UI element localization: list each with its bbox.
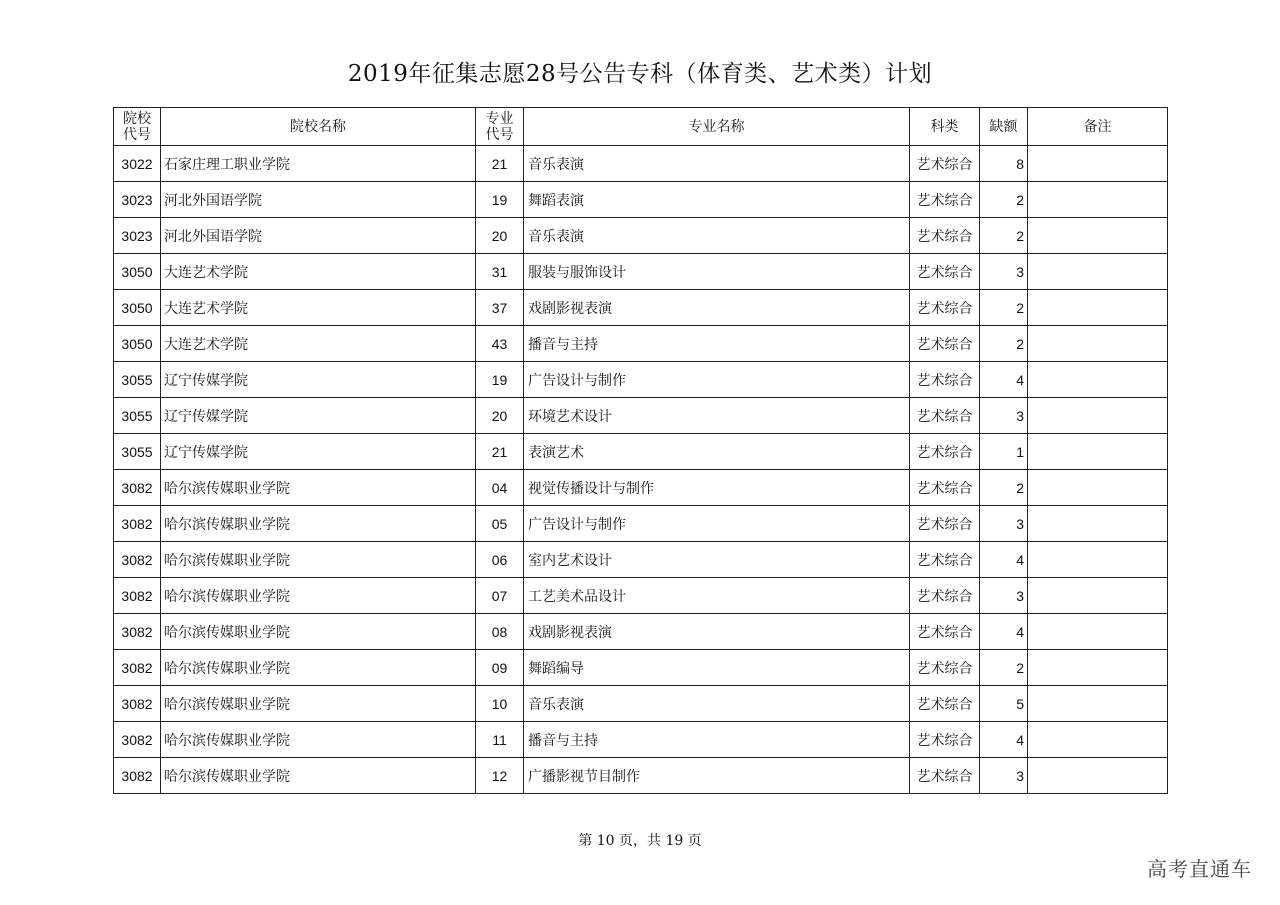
table-row <box>114 506 1168 542</box>
cell-quota: 3 <box>980 254 1028 290</box>
header-school-code <box>114 108 161 146</box>
cell-school-code: 3082 <box>114 470 161 506</box>
cell-quota: 2 <box>980 650 1028 686</box>
cell-school-name: 辽宁传媒学院 <box>161 398 476 434</box>
header-school-code-label: 院校 代号 <box>123 110 151 143</box>
cell-major-name: 视觉传播设计与制作 <box>524 470 910 506</box>
cell-school-code: 3082 <box>114 578 161 614</box>
cell-remark <box>1028 218 1168 254</box>
cell-category: 艺术综合 <box>910 398 980 434</box>
header-major-name: 专业名称 <box>524 108 910 146</box>
table-header-row <box>114 108 1168 146</box>
header-category: 科类 <box>910 108 980 146</box>
cell-major-name: 舞蹈表演 <box>524 182 910 218</box>
table-row <box>114 758 1168 794</box>
cell-major-code: 19 <box>476 362 524 398</box>
cell-major-code: 07 <box>476 578 524 614</box>
cell-school-name: 哈尔滨传媒职业学院 <box>161 722 476 758</box>
cell-remark <box>1028 686 1168 722</box>
cell-school-code: 3050 <box>114 254 161 290</box>
cell-school-name: 哈尔滨传媒职业学院 <box>161 686 476 722</box>
cell-major-name: 工艺美术品设计 <box>524 578 910 614</box>
cell-major-name: 戏剧影视表演 <box>524 614 910 650</box>
cell-remark <box>1028 650 1168 686</box>
table-row <box>114 542 1168 578</box>
table-row <box>114 254 1168 290</box>
cell-category: 艺术综合 <box>910 650 980 686</box>
cell-major-code: 21 <box>476 434 524 470</box>
cell-major-code: 12 <box>476 758 524 794</box>
cell-school-name: 哈尔滨传媒职业学院 <box>161 506 476 542</box>
cell-quota: 2 <box>980 326 1028 362</box>
cell-school-name: 大连艺术学院 <box>161 326 476 362</box>
cell-school-code: 3082 <box>114 506 161 542</box>
cell-school-code: 3023 <box>114 182 161 218</box>
cell-major-code: 08 <box>476 614 524 650</box>
cell-remark <box>1028 434 1168 470</box>
cell-major-code: 09 <box>476 650 524 686</box>
cell-school-code: 3022 <box>114 146 161 182</box>
cell-quota: 3 <box>980 578 1028 614</box>
cell-major-code: 21 <box>476 146 524 182</box>
table-row <box>114 614 1168 650</box>
cell-major-name: 环境艺术设计 <box>524 398 910 434</box>
cell-remark <box>1028 542 1168 578</box>
cell-major-code: 20 <box>476 398 524 434</box>
table-row <box>114 146 1168 182</box>
cell-category: 艺术综合 <box>910 326 980 362</box>
cell-major-code: 11 <box>476 722 524 758</box>
cell-major-name: 舞蹈编导 <box>524 650 910 686</box>
cell-major-name: 播音与主持 <box>524 326 910 362</box>
cell-category: 艺术综合 <box>910 506 980 542</box>
cell-school-name: 哈尔滨传媒职业学院 <box>161 650 476 686</box>
cell-category: 艺术综合 <box>910 218 980 254</box>
cell-school-code: 3082 <box>114 542 161 578</box>
plan-table <box>113 107 1168 794</box>
header-major-code-label: 专业 代号 <box>485 110 514 143</box>
cell-category: 艺术综合 <box>910 254 980 290</box>
table-row <box>114 398 1168 434</box>
cell-category: 艺术综合 <box>910 758 980 794</box>
cell-category: 艺术综合 <box>910 434 980 470</box>
cell-category: 艺术综合 <box>910 614 980 650</box>
cell-quota: 4 <box>980 542 1028 578</box>
cell-remark <box>1028 506 1168 542</box>
cell-quota: 5 <box>980 686 1028 722</box>
cell-school-name: 石家庄理工职业学院 <box>161 146 476 182</box>
cell-quota: 2 <box>980 470 1028 506</box>
cell-major-name: 音乐表演 <box>524 218 910 254</box>
cell-remark <box>1028 362 1168 398</box>
cell-remark <box>1028 146 1168 182</box>
table-row <box>114 434 1168 470</box>
cell-quota: 4 <box>980 614 1028 650</box>
cell-major-name: 服装与服饰设计 <box>524 254 910 290</box>
cell-quota: 3 <box>980 398 1028 434</box>
cell-school-code: 3050 <box>114 326 161 362</box>
cell-major-name: 音乐表演 <box>524 686 910 722</box>
cell-remark <box>1028 254 1168 290</box>
cell-major-code: 31 <box>476 254 524 290</box>
table-body <box>114 146 1168 794</box>
cell-category: 艺术综合 <box>910 686 980 722</box>
cell-school-name: 辽宁传媒学院 <box>161 434 476 470</box>
cell-quota: 2 <box>980 218 1028 254</box>
table-row <box>114 218 1168 254</box>
table-row <box>114 650 1168 686</box>
cell-school-name: 哈尔滨传媒职业学院 <box>161 614 476 650</box>
cell-category: 艺术综合 <box>910 182 980 218</box>
cell-school-name: 哈尔滨传媒职业学院 <box>161 758 476 794</box>
cell-remark <box>1028 722 1168 758</box>
cell-major-code: 10 <box>476 686 524 722</box>
cell-remark <box>1028 182 1168 218</box>
cell-major-code: 37 <box>476 290 524 326</box>
cell-major-name: 表演艺术 <box>524 434 910 470</box>
cell-major-code: 04 <box>476 470 524 506</box>
cell-category: 艺术综合 <box>910 578 980 614</box>
cell-school-code: 3055 <box>114 398 161 434</box>
header-school-name: 院校名称 <box>161 108 476 146</box>
cell-quota: 2 <box>980 290 1028 326</box>
cell-school-name: 河北外国语学院 <box>161 218 476 254</box>
cell-school-name: 辽宁传媒学院 <box>161 362 476 398</box>
cell-major-name: 播音与主持 <box>524 722 910 758</box>
cell-remark <box>1028 470 1168 506</box>
header-quota: 缺额 <box>980 108 1028 146</box>
cell-major-name: 广播影视节目制作 <box>524 758 910 794</box>
cell-school-name: 大连艺术学院 <box>161 254 476 290</box>
cell-school-code: 3055 <box>114 362 161 398</box>
table-row <box>114 578 1168 614</box>
table-row <box>114 470 1168 506</box>
header-major-code <box>476 108 524 146</box>
cell-quota: 1 <box>980 434 1028 470</box>
table-row <box>114 290 1168 326</box>
cell-remark <box>1028 326 1168 362</box>
header-remark: 备注 <box>1028 108 1168 146</box>
cell-major-code: 20 <box>476 218 524 254</box>
table-row <box>114 326 1168 362</box>
cell-major-name: 广告设计与制作 <box>524 362 910 398</box>
cell-school-name: 河北外国语学院 <box>161 182 476 218</box>
table-row <box>114 182 1168 218</box>
cell-category: 艺术综合 <box>910 542 980 578</box>
cell-quota: 3 <box>980 506 1028 542</box>
cell-category: 艺术综合 <box>910 722 980 758</box>
cell-school-code: 3023 <box>114 218 161 254</box>
cell-major-name: 音乐表演 <box>524 146 910 182</box>
cell-quota: 4 <box>980 722 1028 758</box>
cell-school-code: 3082 <box>114 650 161 686</box>
cell-major-code: 43 <box>476 326 524 362</box>
table-row <box>114 362 1168 398</box>
cell-quota: 8 <box>980 146 1028 182</box>
cell-quota: 3 <box>980 758 1028 794</box>
cell-school-code: 3082 <box>114 758 161 794</box>
cell-major-code: 19 <box>476 182 524 218</box>
cell-major-name: 室内艺术设计 <box>524 542 910 578</box>
page-title: 2019年征集志愿28号公告专科（体育类、艺术类）计划 <box>347 61 933 87</box>
cell-category: 艺术综合 <box>910 146 980 182</box>
cell-major-code: 05 <box>476 506 524 542</box>
cell-category: 艺术综合 <box>910 290 980 326</box>
cell-remark <box>1028 398 1168 434</box>
table-row <box>114 686 1168 722</box>
cell-remark <box>1028 614 1168 650</box>
cell-remark <box>1028 290 1168 326</box>
cell-school-code: 3082 <box>114 722 161 758</box>
cell-school-name: 哈尔滨传媒职业学院 <box>161 542 476 578</box>
cell-major-name: 广告设计与制作 <box>524 506 910 542</box>
cell-school-code: 3050 <box>114 290 161 326</box>
table-row <box>114 722 1168 758</box>
cell-quota: 4 <box>980 362 1028 398</box>
cell-major-name: 戏剧影视表演 <box>524 290 910 326</box>
cell-quota: 2 <box>980 182 1028 218</box>
cell-remark <box>1028 578 1168 614</box>
watermark: 高考直通车 <box>1147 857 1252 881</box>
cell-school-code: 3082 <box>114 686 161 722</box>
cell-school-name: 哈尔滨传媒职业学院 <box>161 578 476 614</box>
cell-school-code: 3082 <box>114 614 161 650</box>
cell-category: 艺术综合 <box>910 470 980 506</box>
cell-school-code: 3055 <box>114 434 161 470</box>
cell-category: 艺术综合 <box>910 362 980 398</box>
page-number: 第 10 页，共 19 页 <box>578 833 702 849</box>
cell-remark <box>1028 758 1168 794</box>
cell-school-name: 大连艺术学院 <box>161 290 476 326</box>
cell-school-name: 哈尔滨传媒职业学院 <box>161 470 476 506</box>
cell-major-code: 06 <box>476 542 524 578</box>
